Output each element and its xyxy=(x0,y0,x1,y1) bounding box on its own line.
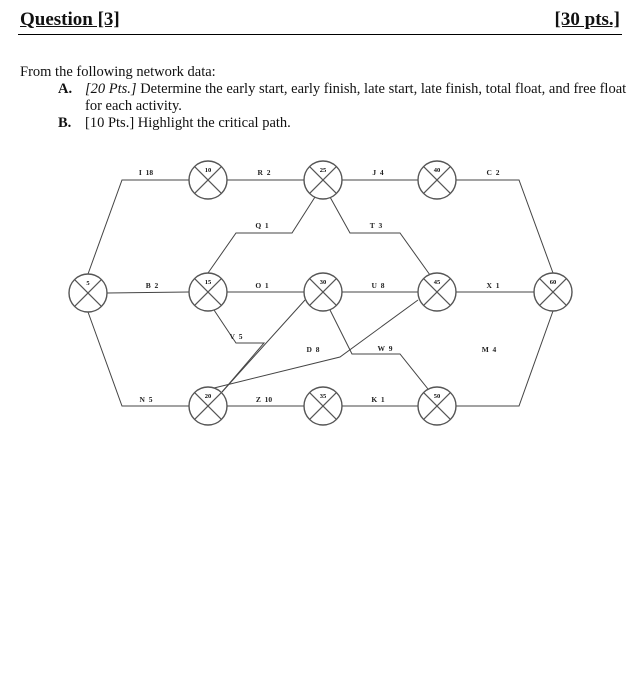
event-node-25 xyxy=(304,161,342,199)
activity-arrow-15-25 xyxy=(208,197,315,273)
event-node-45 xyxy=(418,273,456,311)
activity-label: U 8 xyxy=(371,281,385,290)
activity-label: K 1 xyxy=(371,395,385,404)
node-number: 25 xyxy=(319,167,327,175)
event-node-40 xyxy=(418,161,456,199)
event-node-50 xyxy=(418,387,456,425)
event-node-30 xyxy=(304,273,342,311)
activity-arrow-15-20 xyxy=(214,310,264,392)
node-number: 50 xyxy=(433,393,441,401)
part-a-points: [20 Pts.] xyxy=(85,81,137,97)
node-number: 40 xyxy=(433,167,441,175)
node-number: 10 xyxy=(204,167,212,175)
event-node-10 xyxy=(189,161,227,199)
activity-arrow-25-45 xyxy=(330,197,430,275)
part-a-description: Determine the early start, early finish, late start, late finish, total float, and free float for each activity. xyxy=(85,81,627,114)
activity-label: O 1 xyxy=(255,281,269,290)
event-node-60 xyxy=(534,273,572,311)
activity-label: M 4 xyxy=(481,345,497,354)
event-node-15 xyxy=(189,273,227,311)
event-node-5 xyxy=(69,274,107,312)
activity-label: T 3 xyxy=(369,221,383,230)
event-node-35 xyxy=(304,387,342,425)
node-number: 60 xyxy=(549,279,557,287)
node-number: 35 xyxy=(319,393,327,401)
activity-label: W 9 xyxy=(377,344,393,353)
question-title: Question [3] xyxy=(20,9,120,30)
activity-label: I 18 xyxy=(138,168,154,177)
activity-label: Z 10 xyxy=(255,395,273,404)
node-number: 45 xyxy=(433,279,441,287)
activity-label: N 5 xyxy=(139,395,153,404)
activity-label: R 2 xyxy=(257,168,271,177)
activity-label: B 2 xyxy=(145,281,159,290)
intro-text: From the following network data: xyxy=(20,64,216,80)
node-number: 30 xyxy=(319,279,327,287)
question-points: [30 pts.] xyxy=(554,9,620,30)
part-a-label: A. xyxy=(58,81,73,97)
event-node-20 xyxy=(189,387,227,425)
activity-label: Q 1 xyxy=(255,221,269,230)
activity-arrow-5-15 xyxy=(107,292,189,293)
part-b-description: Highlight the critical path. xyxy=(137,115,291,131)
activity-label: X 1 xyxy=(486,281,500,290)
node-number: 20 xyxy=(204,393,212,401)
connector-line-20-30 xyxy=(222,300,305,392)
activity-label: V 5 xyxy=(229,332,243,341)
part-b-label: B. xyxy=(58,115,72,131)
activity-label: J 4 xyxy=(372,168,384,177)
activity-arrow-40-60 xyxy=(456,180,553,273)
part-b-points: [10 Pts.] xyxy=(85,115,135,131)
activity-arrow-50-60 xyxy=(456,311,553,406)
node-number: 15 xyxy=(204,279,212,287)
activity-label: D 8 xyxy=(306,345,320,354)
node-number: 5 xyxy=(86,280,90,288)
activity-label: C 2 xyxy=(486,168,500,177)
activity-arrow-5-20 xyxy=(88,312,189,406)
activity-arrow-5-10 xyxy=(88,180,189,274)
